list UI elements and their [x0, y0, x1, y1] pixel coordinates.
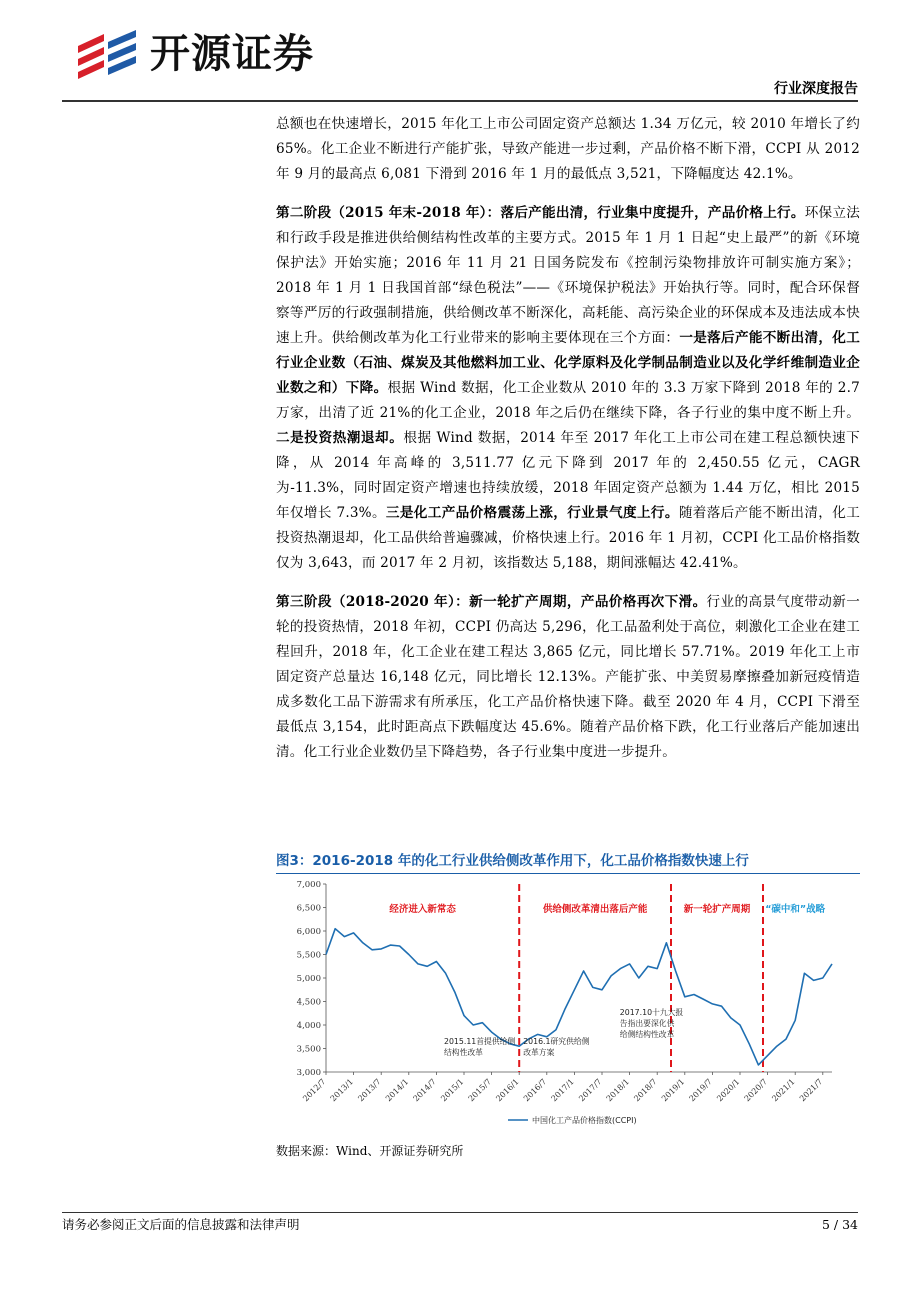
x-tick-label: 2013/7: [356, 1077, 383, 1104]
y-tick-label: 5,500: [296, 950, 321, 961]
paragraph-2-text-2: 根据 Wind 数据，化工企业数从 2010 年的 3.3 万家下降到 2018 年的 2.7 万家，出清了近 21%的化工企业，2018 年之后仍在继续下降，各子行业的集中度不断上升。: [276, 380, 860, 421]
y-tick-label: 3,500: [296, 1044, 321, 1055]
chart-annotation: 给侧结构性改革: [619, 1030, 675, 1039]
x-tick-label: 2019/1: [659, 1077, 687, 1104]
chart-annotation: 2017.10十九大报: [619, 1008, 684, 1017]
paragraph-3-text: 行业的高景气度带动新一轮的投资热情，2018 年初，CCPI 仍高达 5,296，化工品盈利处于高位，刺激化工企业在建工程回升，2018 年，化工企业在建工程达 3,865 亿元，同比增长 57.71%。2019 年化工上市固定资产总量达 16,148 亿元，同比增长 12.13%。产能扩张、中美贸易摩擦叠加新冠疫情造成多数化工品下游需求有所承压，化工产品价格快速下降。截至 2020 年 4 月，CCPI 下滑至最低点 3,154，此时距高点下跌幅度达 45.6%。随着产品价格下跌，化工行业落后产能加速出清。化工行业企业数仍呈下降趋势，各子行业集中度进一步提升。: [276, 594, 860, 760]
x-tick-label: 2017/1: [549, 1077, 576, 1104]
phase-label: 供给侧改革清出落后产能: [542, 904, 648, 915]
y-tick-label: 7,000: [296, 880, 321, 890]
paragraph-2-text-4: 随着落后产能不断出清，化工投资热潮退却，化工品供给普遍骤减，价格快速上行。2016 年 1 月初，CCPI 化工品价格指数仅为 3,643，而 2017 年 2 月初，该指数达 5,188，期间涨幅达 42.41%。: [276, 505, 860, 571]
chart-annotation: 改革方案: [523, 1048, 555, 1057]
paragraph-2-text-3: 根据 Wind 数据，2014 年至 2017 年化工上市公司在建工程总额快速下降，从 2014 年高峰的 3,511.77 亿元下降到 2017 年的 2,450.55 亿元，CAGR 为-11.3%，同时固定资产增速也持续放缓，2018 年固定资产总额为 1.44 万亿，相比 2015 年仅增长 7.3%。: [276, 430, 860, 521]
x-tick-label: 2018/1: [604, 1077, 632, 1104]
legend-label: 中国化工产品价格指数(CCPI): [532, 1116, 637, 1125]
chart-annotation: 2016.1研究供给侧: [523, 1037, 590, 1046]
footer-disclaimer: 请务必参阅正文后面的信息披露和法律声明: [62, 1217, 300, 1232]
brand-name: 开源证券: [150, 31, 314, 77]
phase-label: 新一轮扩产周期: [683, 904, 751, 915]
x-tick-label: 2021/7: [797, 1077, 825, 1104]
x-tick-label: 2015/1: [439, 1077, 466, 1104]
figure-title-rule: [276, 873, 860, 874]
ccpi-chart-svg: [276, 876, 860, 1132]
paragraph-3: [276, 590, 860, 765]
x-tick-label: 2014/1: [383, 1077, 411, 1104]
x-tick-label: 2021/1: [770, 1077, 797, 1104]
page-header: [0, 0, 920, 100]
x-tick-label: 2018/7: [632, 1077, 659, 1104]
brand-logo-icon: [74, 28, 140, 82]
chart-annotation: 结构性改革: [444, 1048, 483, 1057]
y-tick-label: 5,000: [296, 974, 321, 984]
phase-label: “碳中和”战略: [765, 904, 826, 915]
x-tick-label: 2016/1: [494, 1077, 521, 1104]
x-tick-label: 2013/1: [328, 1077, 356, 1104]
y-tick-label: 4,000: [296, 1021, 321, 1031]
point-2: 二是投资热潮退却。: [276, 430, 404, 446]
x-tick-label: 2020/1: [715, 1077, 742, 1104]
paragraph-1: 总额也在快速增长，2015 年化工上市公司固定资产总额达 1.34 万亿元，较 2010 年增长了约 65%。化工企业不断进行产能扩张，导致产能进一步过剩，产品价格不断下滑，CCPI 从 2012 年 9 月的最高点 6,081 下滑到 2016 年 1 月的最低点 3,521，下降幅度达 42.1%。: [276, 116, 860, 182]
x-tick-label: 2017/7: [577, 1077, 604, 1104]
y-tick-label: 3,000: [296, 1068, 321, 1078]
chart-annotation: 2015.11首提供给侧: [444, 1037, 516, 1046]
y-tick-label: 6,500: [296, 903, 321, 914]
footer-divider: [62, 1212, 858, 1213]
paragraph-2: [276, 201, 860, 576]
report-type-label: 行业深度报告: [774, 81, 858, 97]
paragraph-2-text: 环保立法和行政手段是推进供给侧结构性改革的主要方式。2015 年 1 月 1 日起“史上最严”的新《环境保护法》开始实施；2016 年 11 月 21 日国务院发布《控制污染物排放许可制实施方案》；2018 年 1 月 1 日我国首部“绿色税法”——《环境保护税法》开始执行等。同时，配合环保督察等严厉的行政强制措施，供给侧改革不断深化，高耗能、高污染企业的环保成本及违法成本快速上升。供给侧改革为化工行业带来的影响主要体现在三个方面：: [276, 205, 860, 346]
page-number: 5 / 34: [821, 1217, 858, 1232]
point-1: 一是落后产能不断出清，化工行业企业数（石油、煤炭及其他燃料加工业、化学原料及化学制品制造业以及化学纤维制造业企业数之和）下降。: [276, 330, 860, 396]
phase-2-heading: 第二阶段（2015 年末-2018 年）：落后产能出清，行业集中度提升，产品价格上行。: [276, 205, 805, 221]
body-text: [276, 112, 860, 779]
phase-3-heading: 第三阶段（2018-2020 年）：新一轮扩产周期，产品价格再次下滑。: [276, 594, 707, 610]
chart-annotation: 告指出要深化供: [619, 1019, 675, 1028]
x-tick-label: 2020/7: [742, 1077, 770, 1104]
x-tick-label: 2016/7: [521, 1077, 549, 1104]
x-tick-label: 2019/7: [687, 1077, 714, 1104]
x-tick-label: 2015/7: [466, 1077, 494, 1104]
point-3: 三是化工产品价格震荡上涨，行业景气度上行。: [385, 505, 679, 521]
y-tick-label: 6,000: [296, 927, 321, 937]
figure-title: 图3：2016-2018 年的化工行业供给侧改革作用下，化工品价格指数快速上行: [276, 853, 749, 869]
ccpi-chart: [276, 876, 860, 1132]
x-tick-label: 2012/7: [301, 1077, 328, 1104]
phase-label: 经济进入新常态: [389, 904, 456, 915]
y-tick-label: 4,500: [296, 997, 321, 1008]
x-tick-label: 2014/7: [411, 1077, 438, 1104]
figure-source: 数据来源：Wind、开源证券研究所: [276, 1144, 464, 1158]
header-divider: [62, 100, 858, 102]
